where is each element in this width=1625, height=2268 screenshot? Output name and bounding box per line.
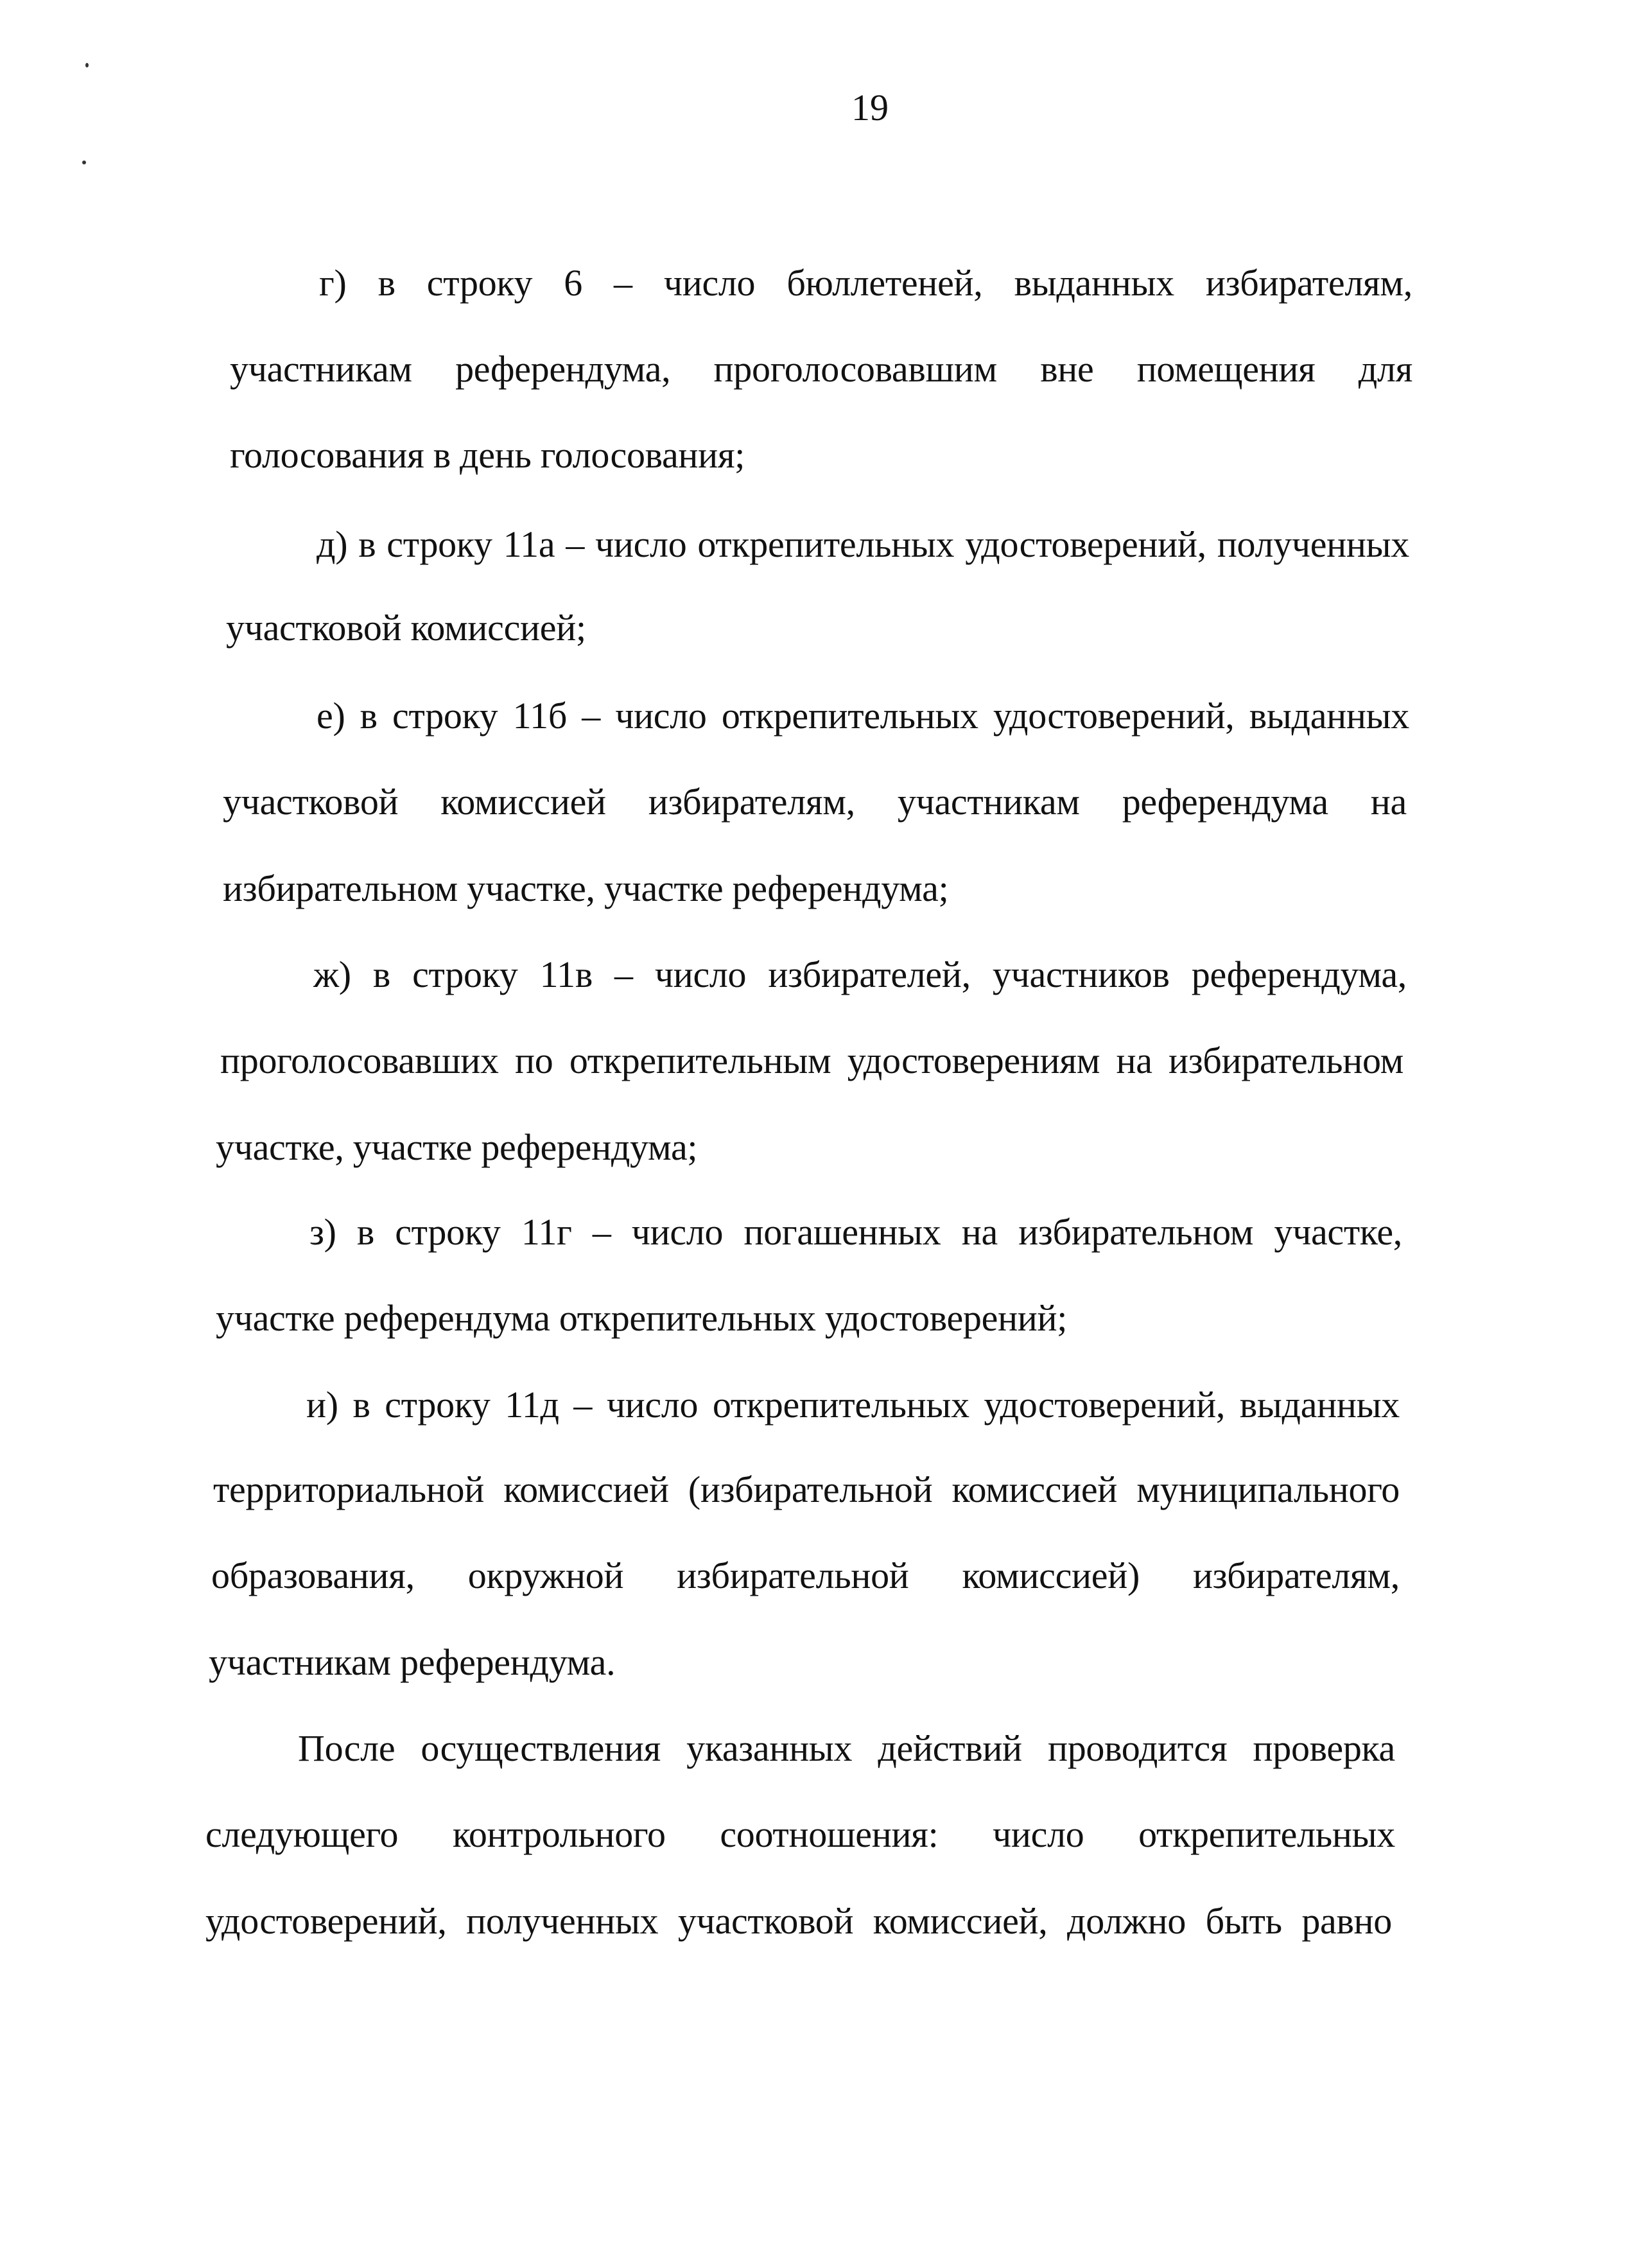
text-line: г) в строку 6 – число бюллетеней, выданных избирателям, — [319, 262, 1412, 304]
text-line: и) в строку 11д – число открепительных удостоверений, выданных — [306, 1384, 1400, 1426]
text-line: голосования в день голосования; — [230, 434, 745, 476]
text-line: з) в строку 11г – число погашенных на избирательном участке, — [309, 1211, 1402, 1253]
text-line: После осуществления указанных действий проводится проверка — [298, 1727, 1395, 1769]
text-line: территориальной комиссией (избирательной комиссией муниципального — [213, 1469, 1400, 1510]
text-line: участковой комиссией избирателям, участникам референдума на — [223, 781, 1407, 823]
text-line: следующего контрольного соотношения: число открепительных — [205, 1813, 1395, 1855]
text-line: участникам референдума, проголосовавшим вне помещения для — [230, 348, 1412, 390]
page-number: 19 — [851, 87, 889, 128]
text-line: участке референдума открепительных удостоверений; — [216, 1297, 1068, 1339]
text-line: ж) в строку 11в – число избирателей, участников референдума, — [313, 954, 1407, 995]
text-line: избирательном участке, участке референдума; — [223, 868, 949, 909]
scan-speck — [85, 63, 89, 67]
text-line: образования, окружной избирательной комиссией) избирателям, — [211, 1555, 1400, 1596]
text-line: участке, участке референдума; — [216, 1126, 698, 1168]
text-line: е) в строку 11б – число открепительных удостоверений, выданных — [317, 695, 1409, 737]
text-line: удостоверений, полученных участковой комиссией, должно быть равно — [205, 1900, 1392, 1942]
text-line: проголосовавших по открепительным удостоверениям на избирательном — [220, 1040, 1403, 1081]
text-line: д) в строку 11а – число открепительных удостоверений, полученных — [317, 523, 1409, 565]
text-line: участникам референдума. — [209, 1641, 616, 1683]
text-line: участковой комиссией; — [226, 607, 586, 649]
scan-speck — [82, 161, 86, 164]
